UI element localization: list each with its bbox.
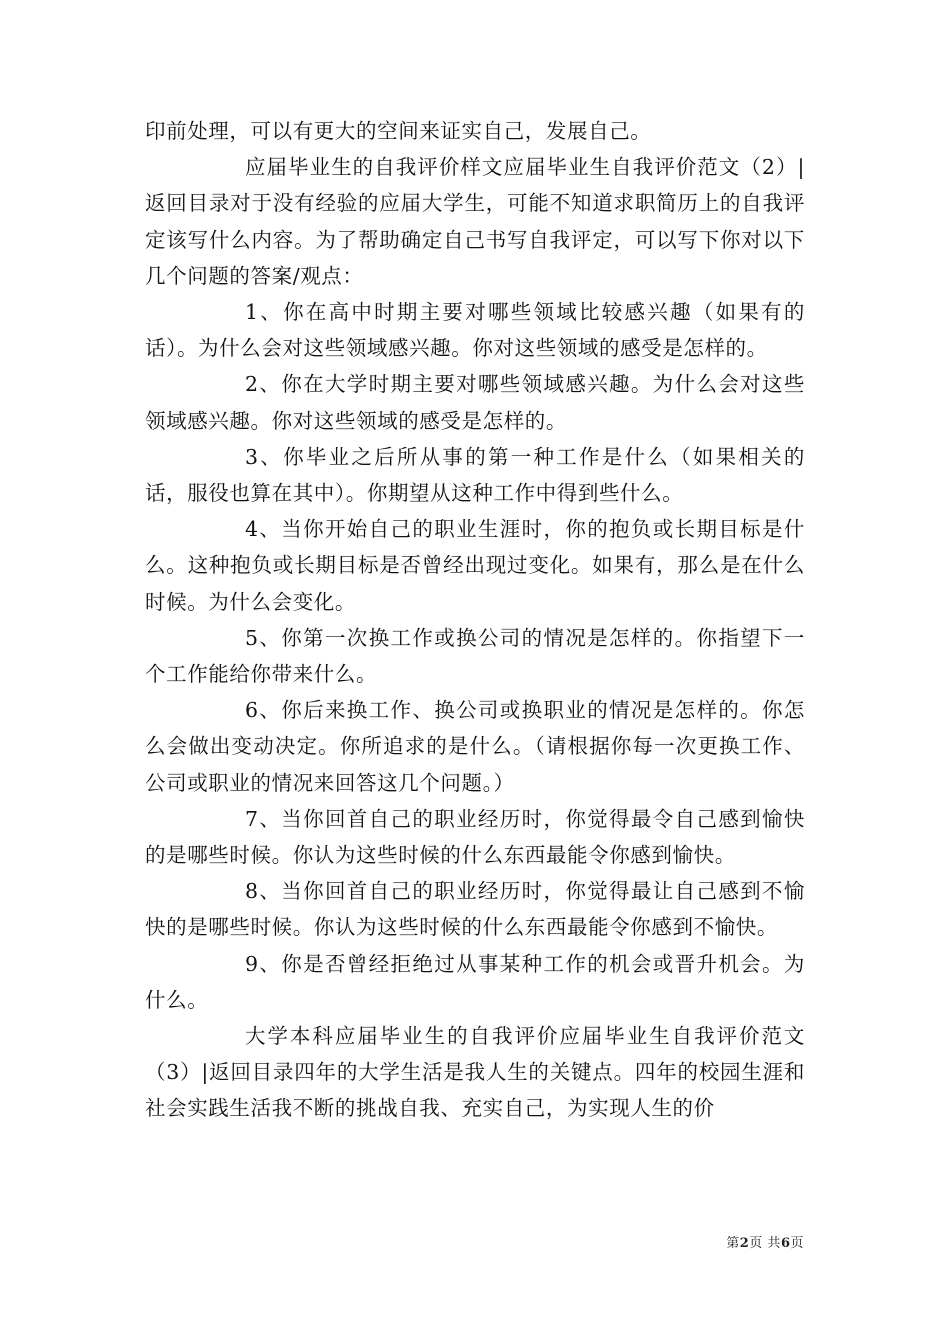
footer-middle: 页 共 [749, 1236, 781, 1251]
footer-current-page: 2 [739, 1236, 750, 1251]
footer-prefix: 第 [726, 1236, 740, 1251]
paragraph-0: 印前处理，可以有更大的空间来证实自己，发展自己。 [145, 119, 652, 143]
paragraph-5: 4、当你开始自己的职业生涯时，你的抱负或长期目标是什么。这种抱负或长期目标是否曾经出现过变化。如果有，那么是在什么时候。为什么会变化。 [145, 517, 805, 614]
footer-total-pages: 6 [780, 1236, 791, 1251]
paragraph-3: 2、你在大学时期主要对哪些领域感兴趣。为什么会对这些领域感兴趣。你对这些领域的感受是怎样的。 [145, 372, 805, 433]
paragraph-9: 8、当你回首自己的职业经历时，你觉得最让自己感到不愉快的是哪些时候。你认为这些时候的什么东西最能令你感到不愉快。 [145, 879, 805, 940]
paragraph-8: 7、当你回首自己的职业经历时，你觉得最令自己感到愉快的是哪些时候。你认为这些时候的什么东西最能令你感到愉快。 [145, 806, 805, 868]
paragraph-6: 5、你第一次换工作或换公司的情况是怎样的。你指望下一个工作能给你带来什么。 [145, 625, 805, 687]
page-footer [726, 1232, 804, 1251]
paragraph-10: 9、你是否曾经拒绝过从事某种工作的机会或晋升机会。为什么。 [145, 951, 805, 1012]
footer-suffix: 页 [790, 1236, 804, 1251]
paragraph-7: 6、你后来换工作、换公司或换职业的情况是怎样的。你怎么会做出变动决定。你所追求的是什么。（请根据你每一次更换工作、公司或职业的情况来回答这几个问题。） [145, 698, 805, 795]
paragraph-11: 大学本科应届毕业生的自我评价应届毕业生自我评价范文（3）|返回目录四年的大学生活是我人生的关键点。四年的校园生涯和社会实践生活我不断的挑战自我、充实自己，为实现人生的价 [145, 1024, 805, 1121]
paragraph-1: 应届毕业生的自我评价样文应届毕业生自我评价范文（2）|返回目录对于没有经验的应届大学生，可能不知道求职简历上的自我评定该写什么内容。为了帮助确定自己书写自我评定，可以写下你对以下几个问题的答案/观点： [145, 155, 805, 288]
document-body [145, 113, 805, 1127]
paragraph-4: 3、你毕业之后所从事的第一种工作是什么（如果相关的话，服役也算在其中）。你期望从这种工作中得到些什么。 [145, 444, 805, 506]
paragraph-2: 1、你在高中时期主要对哪些领域比较感兴趣（如果有的话）。为什么会对这些领域感兴趣。你对这些领域的感受是怎样的。 [145, 300, 805, 361]
